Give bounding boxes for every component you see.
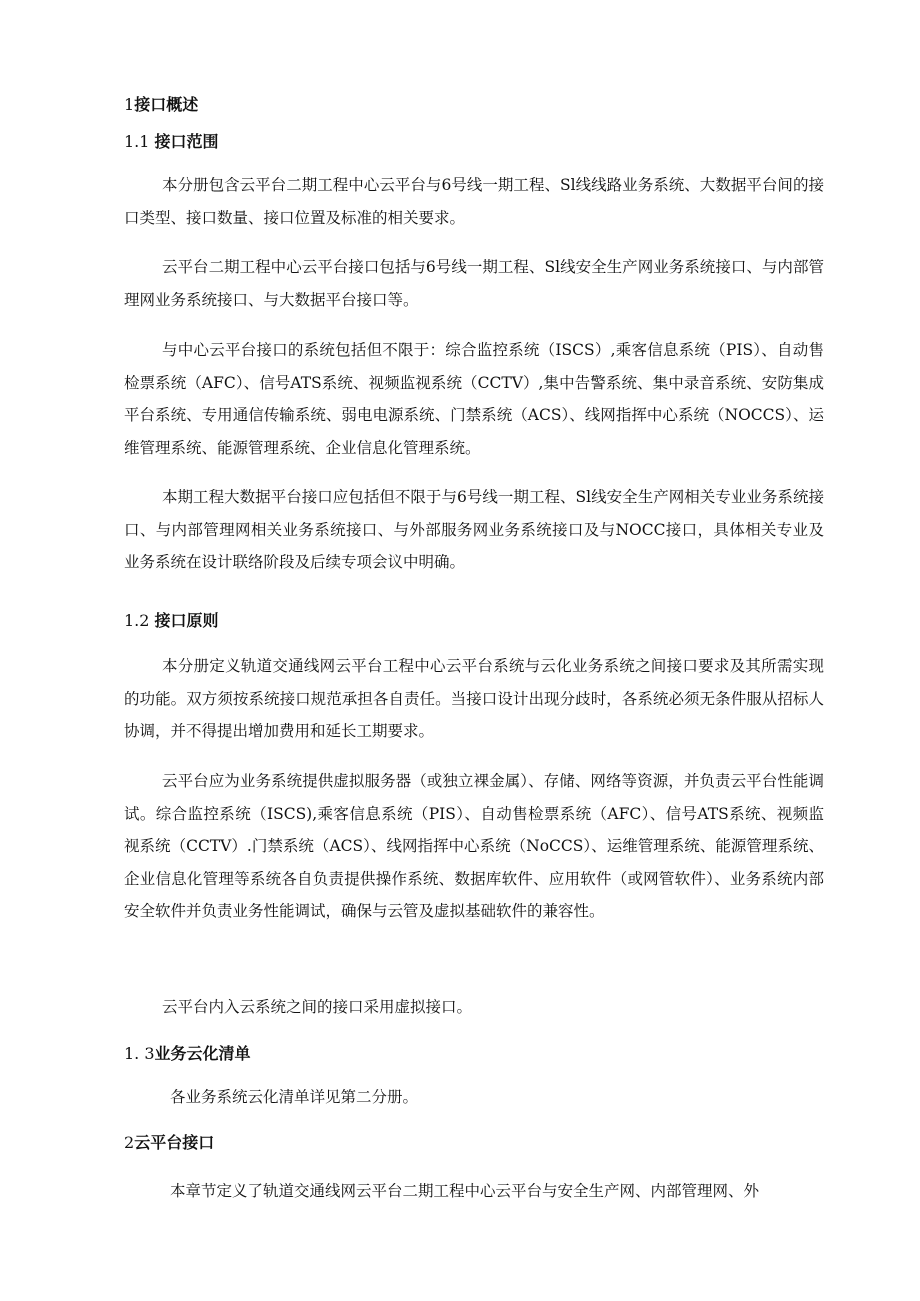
section-number: 2 [124, 1133, 135, 1152]
section-title: 接口概述 [134, 95, 199, 114]
section-heading-1-1 [124, 131, 219, 153]
paragraph-scope-intro: 本分册包含云平台二期工程中心云平台与6号线一期工程、Sl线线路业务系统、大数据平台间的接口类型、接口数量、接口位置及标准的相关要求。 [124, 176, 824, 227]
section-title: 接口原则 [154, 611, 219, 630]
section-title: 业务云化清单 [154, 1044, 251, 1063]
paragraph-cloud-list: 各业务系统云化清单详见第二分册。 [170, 1088, 419, 1106]
section-number: 1 [124, 95, 135, 114]
paragraph-chapter-intro: 本章节定义了轨道交通线网云平台二期工程中心云平台与安全生产网、内部管理网、外 [170, 1182, 760, 1200]
paragraph-virtual-interface: 云平台内入云系统之间的接口采用虚拟接口。 [162, 998, 473, 1016]
section-heading-2 [124, 1132, 214, 1154]
section-heading-1 [124, 94, 198, 116]
section-number: 1. 3 [124, 1044, 155, 1063]
paragraph-interface-principles: 本分册定义轨道交通线网云平台工程中心云平台系统与云化业务系统之间接口要求及其所需实现的功能。双方须按系统接口规范承担各自责任。当接口设计出现分歧时，各系统必须无条件服从招标人协调，并不得提出增加费用和延长工期要求。 [124, 657, 824, 740]
paragraph-connected-systems: 与中心云平台接口的系统包括但不限于：综合监控系统（ISCS）,乘客信息系统（PIS）、自动售检票系统（AFC）、信号ATS系统、视频监视系统（CCTV）,集中告警系统、集中录音系统、安防集成平台系统、专用通信传输系统、弱电电源系统、门禁系统（ACS）、线网指挥中心系统（NOCCS）、运维管理系统、能源管理系统、企业信息化管理系统。 [124, 341, 824, 457]
section-heading-1-3 [124, 1043, 251, 1065]
section-title: 接口范围 [154, 132, 219, 151]
paragraph-cloud-responsibilities: 云平台应为业务系统提供虚拟服务器（或独立裸金属）、存储、网络等资源，并负责云平台性能调试。综合监控系统（ISCS),乘客信息系统（PIS）、自动售检票系统（AFC）、信号ATS系统、视频监视系统（CCTV）.门禁系统（ACS）、线网指挥中心系统（NoCCS）、运维管理系统、能源管理系统、企业信息化管理等系统各自负责提供操作系统、数据库软件、应用软件（或网管软件）、业务系统内部安全软件并负责业务性能调试，确保与云管及虚拟基础软件的兼容性。 [124, 772, 824, 920]
section-title: 云平台接口 [134, 1133, 215, 1152]
section-heading-1-2 [124, 610, 219, 632]
section-number: 1.1 [124, 132, 155, 151]
paragraph-big-data-interfaces: 本期工程大数据平台接口应包括但不限于与6号线一期工程、Sl线安全生产网相关专业业务系统接口、与内部管理网相关业务系统接口、与外部服务网业务系统接口及与NOCC接口，具体相关专业及业务系统在设计联络阶段及后续专项会议中明确。 [124, 488, 824, 571]
section-number: 1.2 [124, 611, 155, 630]
paragraph-cloud-interfaces: 云平台二期工程中心云平台接口包括与6号线一期工程、Sl线安全生产网业务系统接口、与内部管理网业务系统接口、与大数据平台接口等。 [124, 258, 824, 309]
